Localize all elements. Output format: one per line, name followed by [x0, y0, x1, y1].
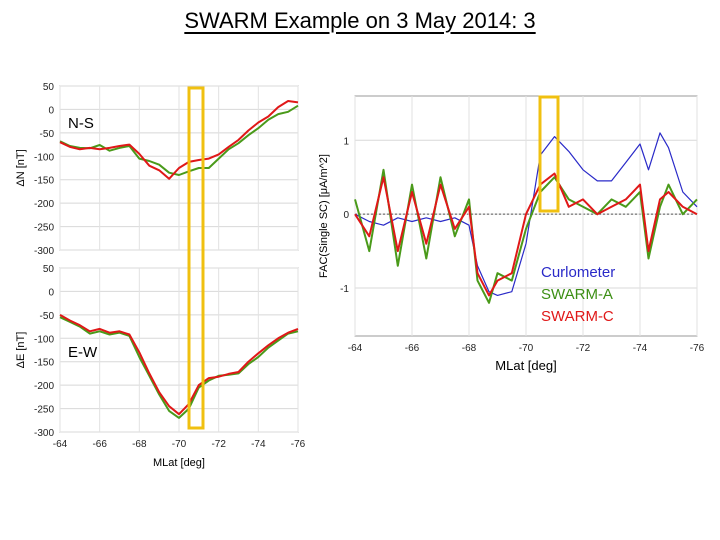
y-tick-label: -150 [33, 175, 54, 187]
x-tick-label: -64 [347, 343, 363, 354]
x-axis-label: MLat [deg] [153, 457, 205, 469]
y-tick-label: -1 [340, 284, 349, 295]
panel-marker-label: E-W [68, 344, 98, 361]
y-tick-label: 0 [343, 210, 349, 222]
y-tick-label: -250 [33, 404, 54, 416]
x-tick-label: -72 [575, 343, 591, 354]
y-tick-label: -250 [33, 222, 54, 234]
x-tick-label: -70 [518, 343, 534, 354]
y-tick-label: -300 [33, 428, 54, 439]
legend-curlometer: Curlometer [541, 264, 616, 281]
x-tick-label: -72 [211, 439, 226, 450]
x-tick-label: -76 [689, 343, 705, 354]
panel-fac [318, 96, 705, 373]
y-tick-label: 1 [343, 136, 349, 148]
panel-e-w [15, 264, 306, 469]
y-tick-label: -50 [39, 128, 54, 140]
x-tick-label: -68 [461, 343, 477, 354]
y-tick-label: -200 [33, 381, 54, 393]
y-tick-label: -100 [33, 334, 54, 346]
y-tick-label: -200 [33, 199, 54, 211]
y-tick-label: -300 [33, 246, 54, 257]
y-tick-label: 50 [42, 264, 54, 275]
chart-legend [541, 262, 615, 328]
x-tick-label: -74 [632, 343, 648, 354]
legend-swarm-a: SWARM-A [541, 286, 613, 303]
panel-marker-label: N-S [68, 115, 94, 132]
page-title: SWARM Example on 3 May 2014: 3 [184, 8, 536, 33]
y-axis-label: FAC(Single SC) [μA/m^2] [318, 154, 330, 278]
x-axis-label: MLat [deg] [495, 358, 557, 373]
x-tick-label: -70 [171, 439, 187, 450]
y-tick-label: 50 [42, 82, 54, 93]
y-tick-label: 0 [48, 287, 54, 299]
y-axis-label: ΔN [nT] [15, 149, 27, 187]
x-tick-label: -74 [251, 439, 266, 450]
y-tick-label: -50 [39, 310, 54, 322]
panel-n-s [15, 82, 298, 257]
legend-swarm-c: SWARM-C [541, 308, 614, 325]
x-tick-label: -76 [290, 439, 306, 450]
y-tick-label: 0 [48, 105, 54, 117]
x-tick-label: -66 [404, 343, 420, 354]
y-tick-label: -150 [33, 357, 54, 369]
y-axis-label: ΔE [nT] [15, 331, 27, 369]
x-tick-label: -68 [132, 439, 147, 450]
x-tick-label: -66 [92, 439, 107, 450]
y-tick-label: -100 [33, 152, 54, 164]
x-tick-label: -64 [52, 439, 68, 450]
